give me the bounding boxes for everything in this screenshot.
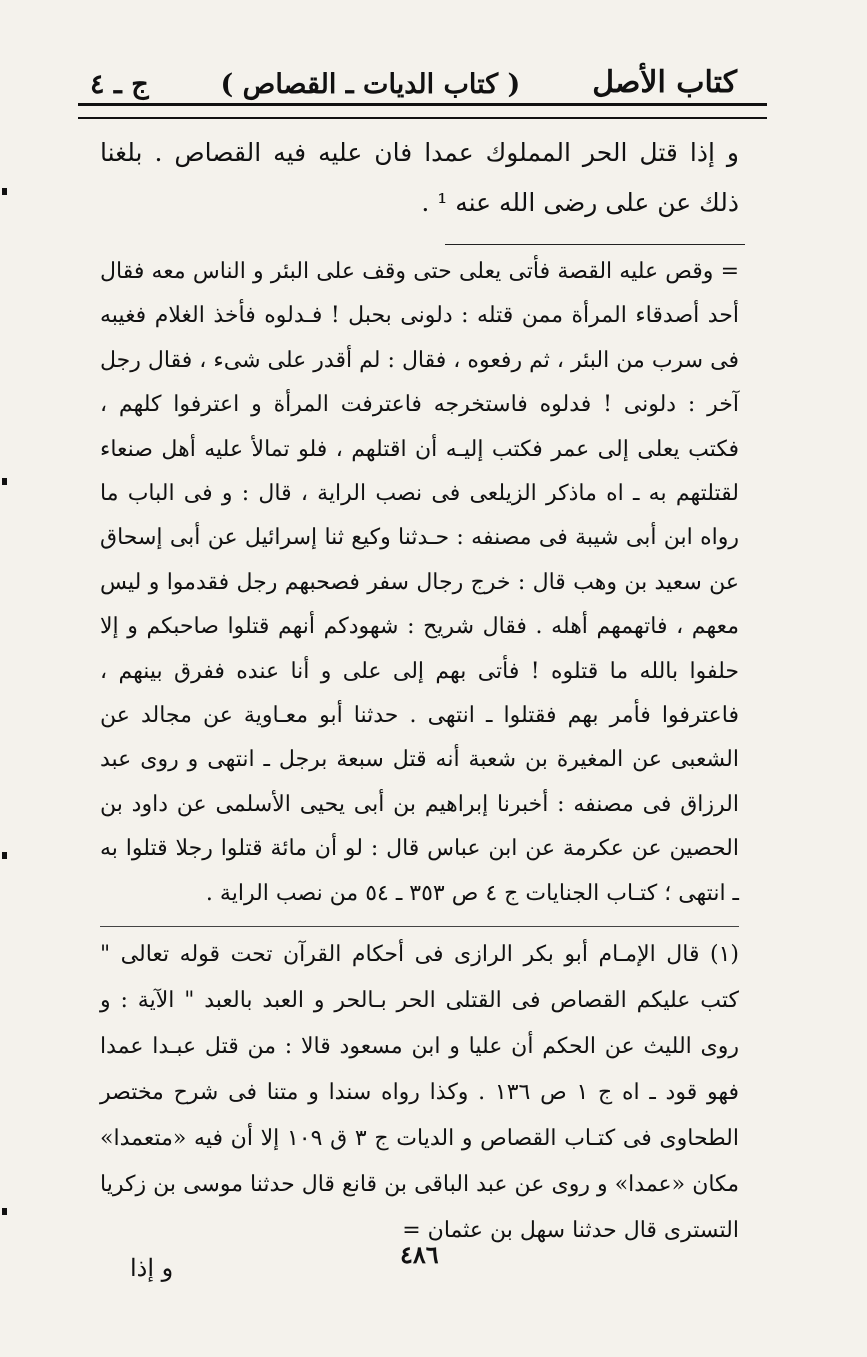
scan-mark (2, 1208, 7, 1215)
scan-mark (2, 478, 7, 485)
footnote-divider (100, 926, 739, 927)
header-rule-bottom (78, 117, 767, 119)
scan-mark (2, 852, 7, 859)
footnote-1: (١) قال الإمـام أبو بكر الرازى فى أحكام القرآن تحت قوله تعالى " كتب عليكم القصاص فى القتلى الحر بـالحر و العبد بالعبد " الآية : و روى الليث عن الحكم أن عليا و ابن مسعود قالا : من قتل عبـدا عمدا فهو قود ـ اه ج ١ ص ١٣٦ . وكذا رواه سندا و متنا فى شرح مختصر الطحاوى فى كتـاب القصاص و الديات ج ٣ ق ١٠٩ إلا أن فيه «متعمدا» مكان «عمدا» و روى عن عبد الباقى بن قانع قال حدثنا موسى بن زكريا التسترى قال حدثنا سهل بن عثمان = (100, 942, 740, 1243)
main-text: و إذا قتل الحر المملوك عمدا فان عليه فيه القصاص . بلغنا ذلك عن على رضى الله عنه ¹ . (100, 138, 739, 217)
page-number: ٤٨٦ (400, 1240, 439, 1269)
book-title: كتاب الأصل (592, 65, 737, 100)
scan-mark (2, 188, 7, 195)
page-footer (130, 1240, 730, 1280)
header-rule-top (78, 103, 767, 106)
volume-number: ج ـ ٤ (90, 69, 149, 100)
section-title: ( كتاب الديات ـ القصاص ) (220, 69, 521, 100)
footnote-continuation: = وقص عليه القصة فأتى يعلى حتى وقف على البئر و الناس معه فقال أحد أصدقاء المرأة ممن قتله : دلونى بحبل ! فـدلوه فأخذ الغلام فغيبه فى سرب من البئر ، ثم رفعوه ، فقال : لم أقدر على شىء ، فقال رجل آخر : دلونى ! فدلوه فاستخرجه فاعترفت المرأة و اعترفوا كلهم ، فكتب يعلى إلى عمر فكتب إليـه أن اقتلهم ، فلو تمالأ عليه أهل صنعاء لقتلتهم به ـ اه ماذكر الزيلعى فى نصب الراية ، قال : و فى الباب ما رواه ابن أبى شيبة فى مصنفه : حـدثنا وكيع ثنا إسرائيل عن أبى إسحاق عن سعيد بن وهب قال : خرج رجال سفر فصحبهم رجل فقدموا و ليس معهم ، فاتهمهم أهله . فقال شريح : شهودكم أنهم قتلوا صاحبكم و إلا حلفوا بالله ما قتلوه ! فأتى بهم إلى على و أنا عنده ففرق بينهم ، فاعترفوا فأمر بهم فقتلوا ـ انتهى . حدثنا أبو معـاوية عن مجالد عن الشعبى عن المغيرة بن شعبة أنه قتل سبعة برجل ـ انتهى و روى عبد الرزاق فى مصنفه : أخبرنا إبراهيم بن أبى يحيى الأسلمى عن داود بن الحصين عن عكرمة عن ابن عباس قال : لو أن مائة قتلوا رجلا قتلوا به ـ انتهى ؛ كتـاب الجنايات ج ٤ ص ٣٥٣ ـ ٥٤ من نصب الراية . (100, 259, 739, 906)
running-header (90, 50, 737, 100)
footnote-separator (445, 244, 745, 245)
catchword: و إذا (130, 1254, 174, 1282)
